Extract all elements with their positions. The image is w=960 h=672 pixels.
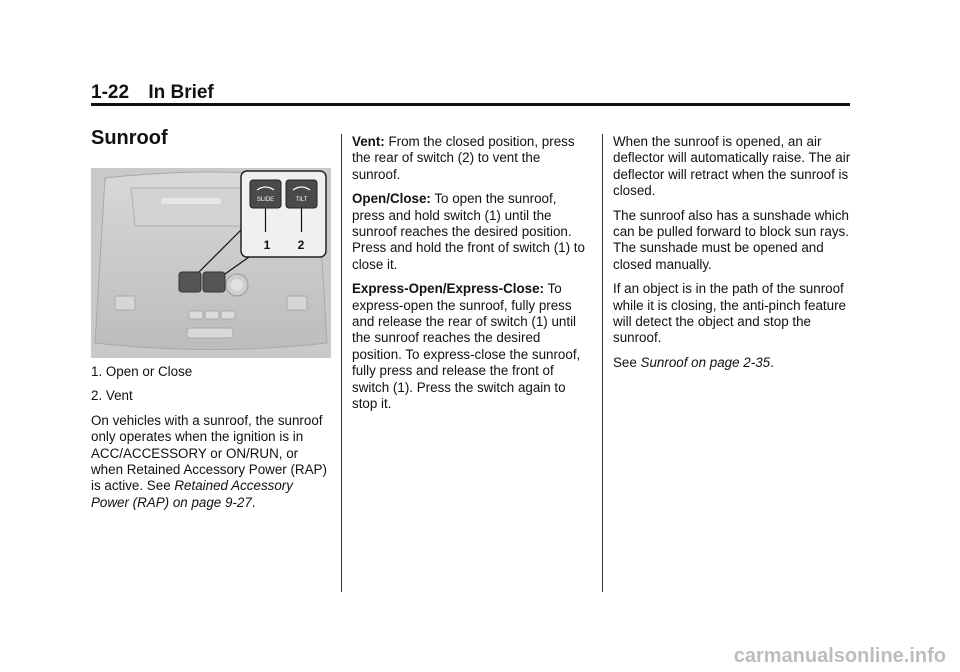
console-btn-b <box>205 311 219 319</box>
vent-label: Vent: <box>352 134 385 149</box>
switch-2-small <box>203 272 225 292</box>
watermark: carmanualsonline.info <box>733 645 946 667</box>
slide-switch-zoom <box>250 180 281 208</box>
sunroof-page-reference[interactable]: Sunroof on page 2-35 <box>640 354 771 370</box>
column-divider-1 <box>341 134 342 592</box>
header-rule <box>91 103 850 106</box>
tilt-label: TILT <box>295 197 308 203</box>
vent-paragraph <box>352 134 592 183</box>
left-lamp <box>115 296 135 310</box>
chapter-title: In Brief <box>148 82 214 103</box>
tilt-switch-zoom <box>286 180 317 208</box>
console-illustration <box>91 168 331 358</box>
rap-paragraph <box>91 413 331 511</box>
open-close-paragraph <box>352 191 592 273</box>
lamp-lens <box>161 198 221 204</box>
legend-item-1: 1. Open or Close <box>91 364 193 379</box>
console-btn-a <box>189 311 203 319</box>
rap-text: On vehicles with a sunroof, the sunroof only operates when the ignition is in ACC/ACCESSORY or ON/RUN, or when Retained Accessory Power (RAP) is active. See <box>91 412 327 494</box>
column-3 <box>613 134 853 379</box>
callout-1: 1 <box>263 238 271 252</box>
column-2 <box>352 134 592 421</box>
rap-page-reference[interactable]: Retained Accessory Power (RAP) on page 9-27 <box>91 478 293 510</box>
legend-item-2: 2. Vent <box>91 388 133 404</box>
rap-period: . <box>251 494 256 510</box>
see-period: . <box>770 354 774 370</box>
column-1 <box>91 364 331 519</box>
console-bottom-slot <box>187 328 233 338</box>
open-close-text: To open the sunroof, press and hold switch (1) until the sunroof reaches the desired position. Press and hold the front of switch (1) to close it. <box>352 191 585 272</box>
vent-text: From the closed position, press the rear of switch (2) to vent the sunroof. <box>352 134 575 182</box>
console-btn-c <box>221 311 235 319</box>
express-paragraph <box>352 281 592 412</box>
anti-pinch-paragraph: If an object is in the path of the sunroof while it is closing, the anti-pinch feature will detect the object and stop the sunroof. <box>613 281 846 346</box>
column-divider-2 <box>602 134 603 592</box>
section-title: Sunroof <box>91 127 168 149</box>
open-close-label: Open/Close: <box>352 191 431 207</box>
sunroof-console-figure <box>91 168 331 358</box>
switch-1-small <box>179 272 201 292</box>
slide-label: SLIDE <box>256 197 275 203</box>
see-also-paragraph <box>613 355 853 371</box>
express-label: Express-Open/Express-Close: <box>352 281 545 297</box>
page-number: 1-22 <box>91 82 130 103</box>
see-prefix: See <box>613 354 641 370</box>
sunshade-paragraph: The sunroof also has a sunshade which can be pulled forward to block sun rays. The sunshade must be opened and closed manually. <box>613 207 849 272</box>
right-lamp <box>287 296 307 310</box>
express-text: To express-open the sunroof, fully press and release the rear of switch (1) until the sunroof reaches the desired position. To express-close the sunroof, fully press and release the front of switch (1). Press the switch again to stop it. <box>352 281 581 412</box>
air-deflector-paragraph: When the sunroof is opened, an air deflector will automatically raise. The air deflector will retract when the sunroof is closed. <box>613 134 851 199</box>
console-knob-center <box>231 279 243 291</box>
page-header <box>91 82 214 104</box>
callout-2: 2 <box>297 238 305 252</box>
